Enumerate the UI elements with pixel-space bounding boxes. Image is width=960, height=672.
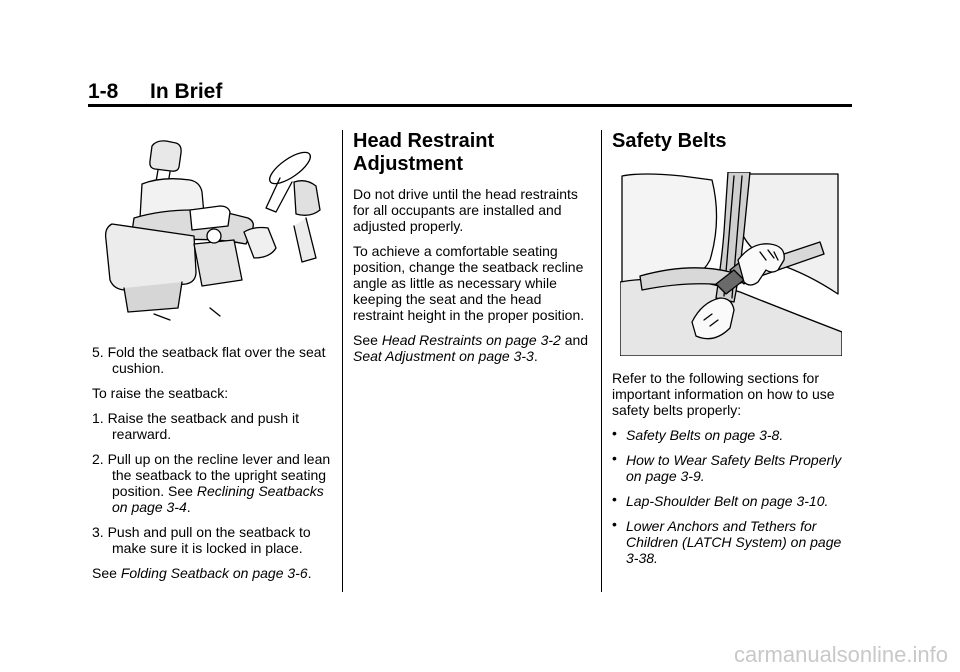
refs-and: and bbox=[560, 332, 589, 348]
step-2-text: 2. Pull up on the recline lever and lean the seatback to the upright seating position. See bbox=[92, 451, 331, 499]
raise-intro: To raise the seatback: bbox=[92, 385, 229, 401]
head-restraint-heading: Head Restraint Adjustment bbox=[353, 130, 495, 175]
bullet-dot: • bbox=[612, 491, 617, 507]
lap-shoulder-link[interactable]: Lap-Shoulder Belt on page 3-10. bbox=[626, 493, 829, 509]
head-restraint-para-1: Do not drive until the head restraints for all occupants are installed and adjusted properly. bbox=[353, 186, 578, 234]
bullet-dot: • bbox=[612, 516, 617, 532]
seat-adjustment-link[interactable]: Seat Adjustment on page 3-3 bbox=[353, 348, 534, 364]
bullet-dot: • bbox=[612, 450, 617, 466]
bullet-dot: • bbox=[612, 425, 617, 441]
header-rule bbox=[88, 104, 852, 107]
head-restraints-link[interactable]: Head Restraints on page 3-2 bbox=[381, 332, 561, 348]
head-restraint-refs bbox=[353, 332, 593, 364]
seatback-illustration bbox=[94, 138, 328, 324]
see-prefix: See bbox=[92, 565, 121, 581]
safety-belts-intro: Refer to the following sections for important information on how to use safety belts properly: bbox=[612, 370, 835, 418]
column-divider-2 bbox=[601, 130, 602, 592]
head-restraint-para-2: To achieve a comfortable seating position, change the seatback recline angle as little as necessary while keeping the seat and the head restraint height in the proper position. bbox=[353, 243, 585, 323]
bullet-safety-belts bbox=[612, 427, 852, 443]
watermark: carmanualsonline.info bbox=[733, 642, 948, 667]
see-folding bbox=[92, 565, 332, 581]
step-5: 5. Fold the seatback flat over the seat cushion. bbox=[92, 344, 326, 376]
step-2 bbox=[92, 451, 332, 515]
step-2-end: . bbox=[186, 499, 191, 515]
step-3: 3. Push and pull on the seatback to make sure it is locked in place. bbox=[92, 524, 311, 556]
page-number: 1-8 bbox=[88, 80, 119, 103]
reclining-seatbacks-link[interactable]: Reclining Seatbacks on page 3-4 bbox=[112, 483, 324, 515]
safety-belt-illustration bbox=[620, 172, 842, 356]
refs-prefix: See bbox=[353, 332, 382, 348]
section-title: In Brief bbox=[150, 80, 223, 103]
column-2 bbox=[353, 130, 593, 373]
folding-seatback-link[interactable]: Folding Seatback on page 3-6 bbox=[120, 565, 308, 581]
see-end: . bbox=[307, 565, 312, 581]
bullet-lap-shoulder bbox=[612, 493, 852, 509]
column-3 bbox=[612, 130, 852, 163]
safety-belts-heading: Safety Belts bbox=[612, 130, 727, 152]
latch-link[interactable]: Lower Anchors and Tethers for Children (LATCH System) on page 3-38. bbox=[626, 518, 842, 566]
column-1 bbox=[92, 344, 332, 590]
column-divider-1 bbox=[342, 130, 343, 592]
refs-end: . bbox=[533, 348, 538, 364]
bullet-latch bbox=[612, 518, 852, 566]
safety-belts-link[interactable]: Safety Belts on page 3-8. bbox=[626, 427, 784, 443]
bullet-how-to-wear bbox=[612, 452, 852, 484]
how-to-wear-link[interactable]: How to Wear Safety Belts Properly on page 3-9. bbox=[626, 452, 842, 484]
column-3-body bbox=[612, 370, 852, 575]
step-1: 1. Raise the seatback and push it rearward. bbox=[92, 410, 300, 442]
